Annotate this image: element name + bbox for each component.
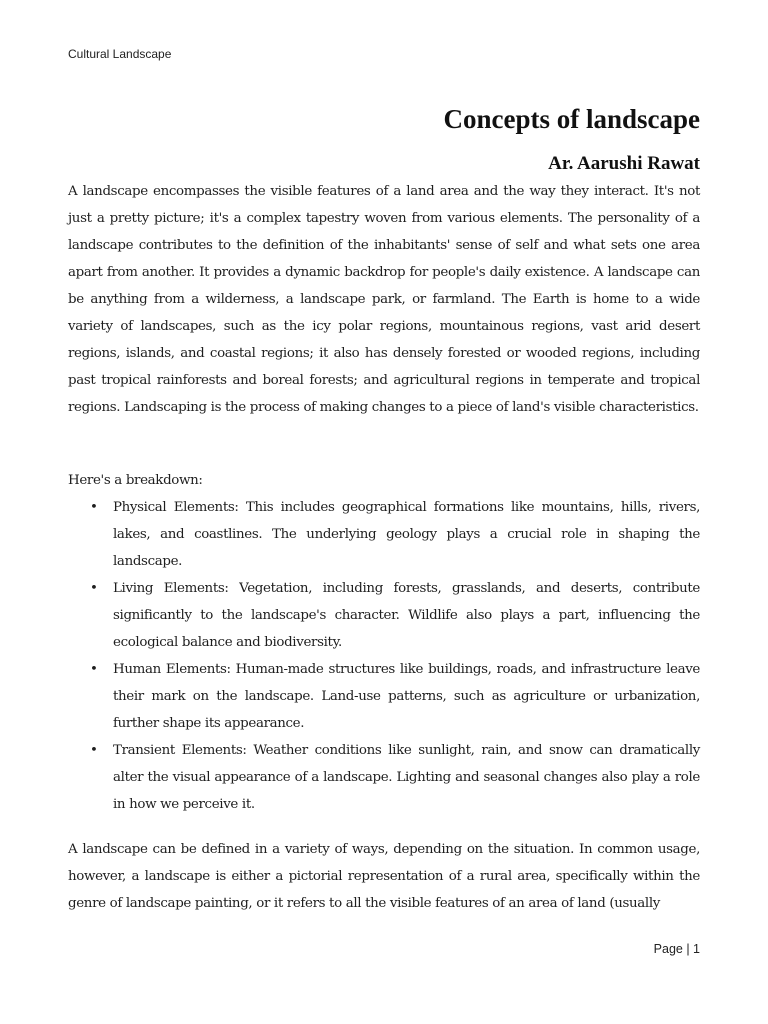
bullet-icon: • bbox=[90, 743, 98, 758]
document-title: Concepts of landscape bbox=[443, 104, 700, 134]
list-item-transient bbox=[68, 737, 700, 818]
list-item-physical bbox=[68, 494, 700, 575]
list-item-human bbox=[68, 656, 700, 737]
bullet-icon: • bbox=[90, 500, 98, 515]
running-header: Cultural Landscape bbox=[68, 47, 172, 61]
author-name: Ar. Aarushi Rawat bbox=[548, 153, 700, 174]
elements-list bbox=[68, 494, 700, 818]
page-number: Page | 1 bbox=[653, 942, 700, 956]
breakdown-heading: Here's a breakdown: bbox=[68, 473, 203, 488]
list-item-text: Physical Elements: This includes geographical formations like mountains, hills, rivers, lakes, and coastlines. The underlying geology plays a crucial role in shaping the landscape. bbox=[113, 500, 700, 569]
closing-paragraph: A landscape can be defined in a variety of ways, depending on the situation. In common usage, however, a landscape is either a pictorial representation of a rural area, specifically within the genre of landscape painting, or it refers to all the visible features of an area of land (usually bbox=[68, 842, 700, 911]
list-item-text: Human Elements: Human-made structures like buildings, roads, and infrastructure leave their mark on the landscape. Land-use patterns, such as agriculture or urbanization, further shape its appearance. bbox=[113, 662, 700, 731]
list-item-text: Living Elements: Vegetation, including forests, grasslands, and deserts, contribute significantly to the landscape's character. Wildlife also plays a part, influencing the ecological balance and biodiversity. bbox=[113, 581, 700, 650]
list-item-living bbox=[68, 575, 700, 656]
bullet-icon: • bbox=[90, 581, 98, 596]
list-item-text: Transient Elements: Weather conditions like sunlight, rain, and snow can dramatically alter the visual appearance of a landscape. Lighting and seasonal changes also play a role in how we perceive it. bbox=[113, 743, 700, 812]
bullet-icon: • bbox=[90, 662, 98, 677]
intro-paragraph: A landscape encompasses the visible features of a land area and the way they interact. It's not just a pretty picture; it's a complex tapestry woven from various elements. The personality of a landscape contributes to the definition of the inhabitants' sense of self and what sets one area apart from another. It provides a dynamic backdrop for people's daily existence. A landscape can be anything from a wilderness, a landscape park, or farmland. The Earth is home to a wide variety of landscapes, such as the icy polar regions, mountainous regions, vast arid desert regions, islands, and coastal regions; it also has densely forested or wooded regions, including past tropical rainforests and boreal forests; and agricultural regions in temperate and tropical regions. Landscaping is the process of making changes to a piece of land's visible characteristics. bbox=[68, 184, 700, 415]
